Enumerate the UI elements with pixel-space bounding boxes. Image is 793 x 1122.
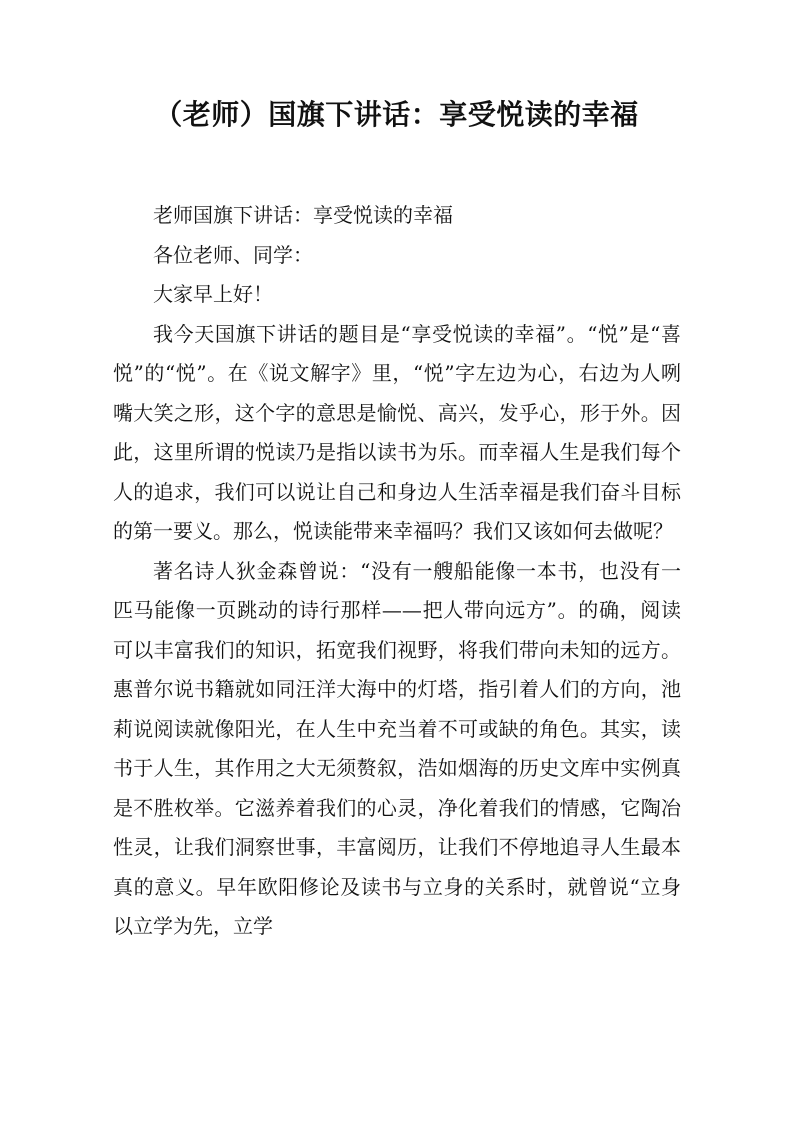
paragraph-topic: 我今天国旗下讲话的题目是“享受悦读的幸福”。“悦”是“喜悦”的“悦”。在《说文解字》里，“悦”字左边为心，右边为人咧嘴大笑之形，这个字的意思是愉悦、高兴，发乎心，形于外。因此，这里所谓的悦读乃是指以读书为乐。而幸福人生是我们每个人的追求，我们可以说让自己和身边人生活幸福是我们奋斗目标的第一要义。那么，悦读能带来幸福吗？我们又该如何去做呢？ <box>113 321 681 543</box>
paragraph-reading-benefits: 著名诗人狄金森曾说：“没有一艘船能像一本书，也没有一匹马能像一页跳动的诗行那样——把人带向远方”。的确，阅读可以丰富我们的知识，拓宽我们视野，将我们带向未知的远方。惠普尔说书籍就如同汪洋大海中的灯塔，指引着人们的方向，池莉说阅读就像阳光，在人生中充当着不可或缺的角色。其实，读书于人生，其作用之大无须赘叙，浩如烟海的历史文库中实例真是不胜枚举。它滋养着我们的心灵，净化着我们的情感，它陶冶性灵，让我们洞察世事，丰富阅历，让我们不停地追寻人生最本真的意义。早年欧阳修论及读书与立身的关系时，就曾说“立身以立学为先，立学 <box>113 558 681 938</box>
paragraph-salutation: 各位老师、同学： <box>153 242 313 267</box>
paragraph-heading-repeat: 老师国旗下讲话：享受悦读的幸福 <box>153 203 453 227</box>
document-title: （老师）国旗下讲话：享受悦读的幸福 <box>154 98 639 131</box>
paragraph-greeting: 大家早上好！ <box>153 282 273 306</box>
document-body <box>113 196 681 947</box>
